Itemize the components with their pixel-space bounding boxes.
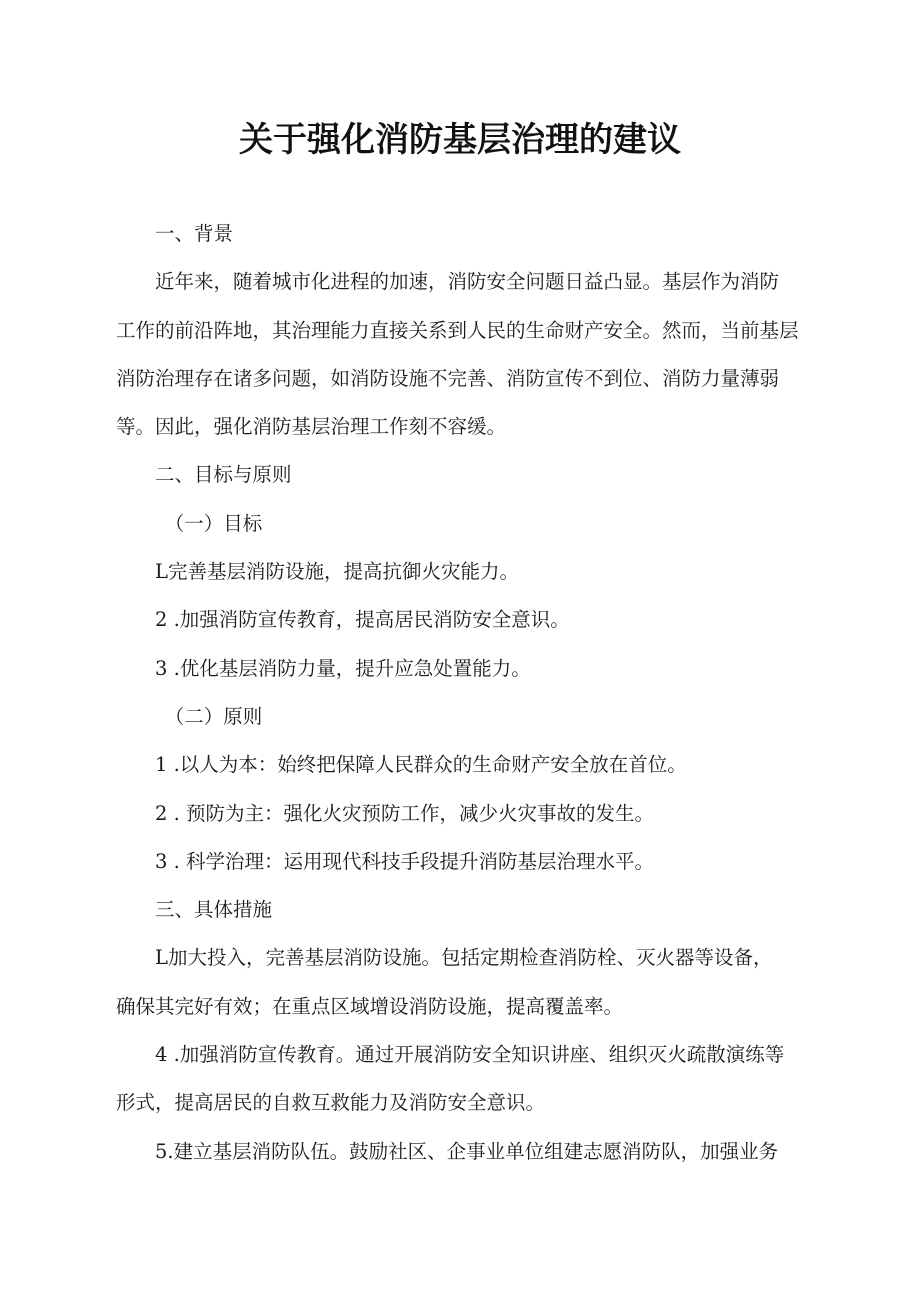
paragraph-line: 5.建立基层消防队伍。鼓励社区、企事业单位组建志愿消防队，加强业务 — [155, 1139, 779, 1163]
document-title: 关于强化消防基层治理的建议 — [239, 120, 681, 160]
document-body — [116, 210, 808, 1176]
list-item: 2 .加强消防宣传教育，提高居民消防安全意识。 — [155, 608, 570, 632]
paragraph-line: 消防治理存在诸多问题，如消防设施不完善、消防宣传不到位、消防力量薄弱 — [116, 366, 780, 390]
section-heading-background: 一、背景 — [155, 222, 234, 245]
section-heading-measures: 三、具体措施 — [155, 898, 273, 922]
paragraph-measure-3 — [116, 1128, 808, 1176]
list-item: L完善基层消防设施，提高抗御火灾能力。 — [155, 560, 519, 584]
subsection-heading-principles: （二）原则 — [164, 704, 263, 728]
list-item: 3 .优化基层消防力量，提升应急处置能力。 — [155, 656, 531, 680]
section-heading-goals-principles: 二、目标与原则 — [155, 463, 292, 487]
paragraph-line: 4 .加强消防宣传教育。通过开展消防安全知识讲座、组织灭火疏散演练等 — [155, 1043, 785, 1067]
paragraph-line: 形式，提高居民的自救互救能力及消防安全意识。 — [116, 1091, 546, 1115]
paragraph-line: 确保其完好有效；在重点区域增设消防设施，提高覆盖率。 — [116, 994, 624, 1018]
paragraph-line: 等。因此，强化消防基层治理工作刻不容缓。 — [116, 415, 507, 439]
paragraph-line: 近年来，随着城市化进程的加速，消防安全问题日益凸显。基层作为消防 — [155, 270, 780, 294]
paragraph-line: L加大投入，完善基层消防设施。包括定期检查消防栓、灭火器等设备， — [155, 946, 773, 970]
list-item: 2 . 预防为主：强化火灾预防工作，减少火灾事故的发生。 — [155, 801, 655, 825]
paragraph-measure-1 — [116, 934, 808, 1031]
paragraph-background — [116, 258, 808, 451]
paragraph-measure-2 — [116, 1031, 808, 1128]
subsection-heading-goals: （一）目标 — [164, 511, 263, 535]
list-item: 1 .以人为本：始终把保障人民群众的生命财产安全放在首位。 — [155, 753, 687, 777]
list-item: 3 . 科学治理：运用现代科技手段提升消防基层治理水平。 — [155, 849, 655, 873]
paragraph-line: 工作的前沿阵地，其治理能力直接关系到人民的生命财产安全。然而，当前基层 — [116, 318, 799, 342]
